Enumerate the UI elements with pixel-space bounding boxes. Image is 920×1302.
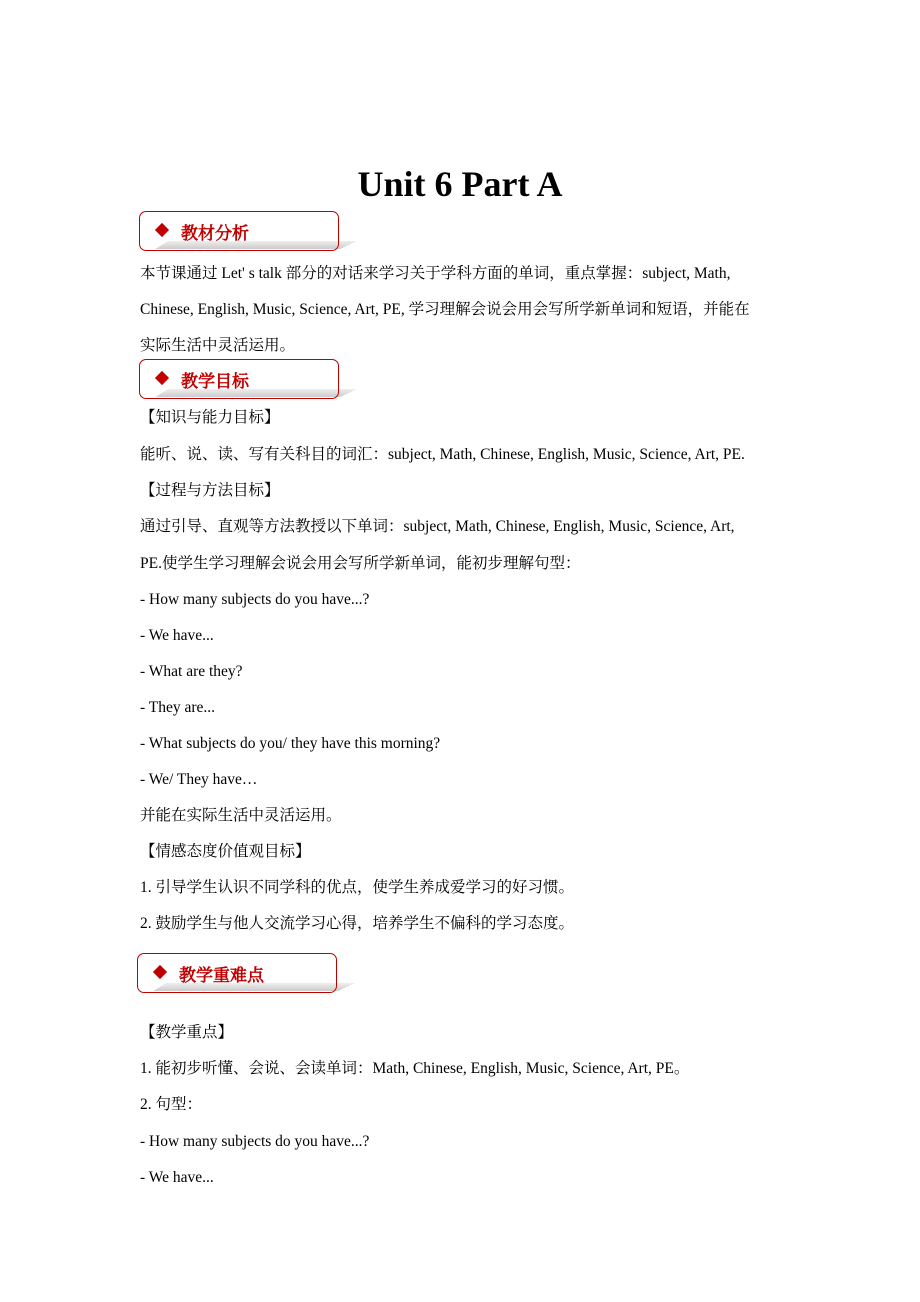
text-line: - How many subjects do you have...? bbox=[140, 1133, 370, 1150]
text-line: - We have... bbox=[140, 627, 214, 644]
text-line: 【情感态度价值观目标】 bbox=[140, 843, 311, 860]
text-line: - They are... bbox=[140, 699, 216, 716]
text-line: 实际生活中灵活运用。 bbox=[140, 337, 296, 354]
text-line: 能听、说、读、写有关科目的词汇：subject, Math, Chinese, English, Music, Science, Art, PE. bbox=[140, 446, 745, 463]
text-line: - What are they? bbox=[140, 663, 243, 680]
text-line: 本节课通过 Let' s talk 部分的对话来学习关于学科方面的单词，重点掌握：subject, Math, bbox=[140, 265, 731, 282]
text-line: 通过引导、直观等方法教授以下单词：subject, Math, Chinese, English, Music, Science, Art, bbox=[140, 518, 735, 535]
text-line: Chinese, English, Music, Science, Art, PE, 学习理解会说会用会写所学新单词和短语，并能在 bbox=[140, 301, 750, 318]
text-line: 并能在实际生活中灵活运用。 bbox=[140, 807, 342, 824]
document-title: Unit 6 Part A bbox=[357, 164, 563, 204]
text-line: 2. 鼓励学生与他人交流学习心得，培养学生不偏科的学习态度。 bbox=[140, 915, 575, 932]
section-heading-materials bbox=[139, 211, 339, 251]
heading-label: 教学重难点 bbox=[179, 966, 264, 986]
heading-label: 教学目标 bbox=[181, 372, 249, 392]
section-heading-objectives bbox=[139, 359, 339, 399]
text-line: - We/ They have… bbox=[140, 771, 258, 788]
text-line: - How many subjects do you have...? bbox=[140, 591, 370, 608]
text-line: 1. 引导学生认识不同学科的优点，使学生养成爱学习的好习惯。 bbox=[140, 879, 575, 896]
text-line: 【过程与方法目标】 bbox=[140, 482, 280, 499]
text-line: 2. 句型： bbox=[140, 1096, 203, 1113]
text-line: - We have... bbox=[140, 1169, 214, 1186]
text-line: 1. 能初步听懂、会说、会读单词：Math, Chinese, English, Music, Science, Art, PE。 bbox=[140, 1060, 690, 1077]
text-line: PE.使学生学习理解会说会用会写所学新单词，能初步理解句型： bbox=[140, 555, 581, 572]
text-line: - What subjects do you/ they have this morning? bbox=[140, 735, 441, 752]
section-heading-key-points bbox=[137, 953, 337, 993]
heading-label: 教材分析 bbox=[181, 224, 249, 244]
text-line: 【知识与能力目标】 bbox=[140, 409, 280, 426]
text-line: 【教学重点】 bbox=[140, 1024, 234, 1041]
